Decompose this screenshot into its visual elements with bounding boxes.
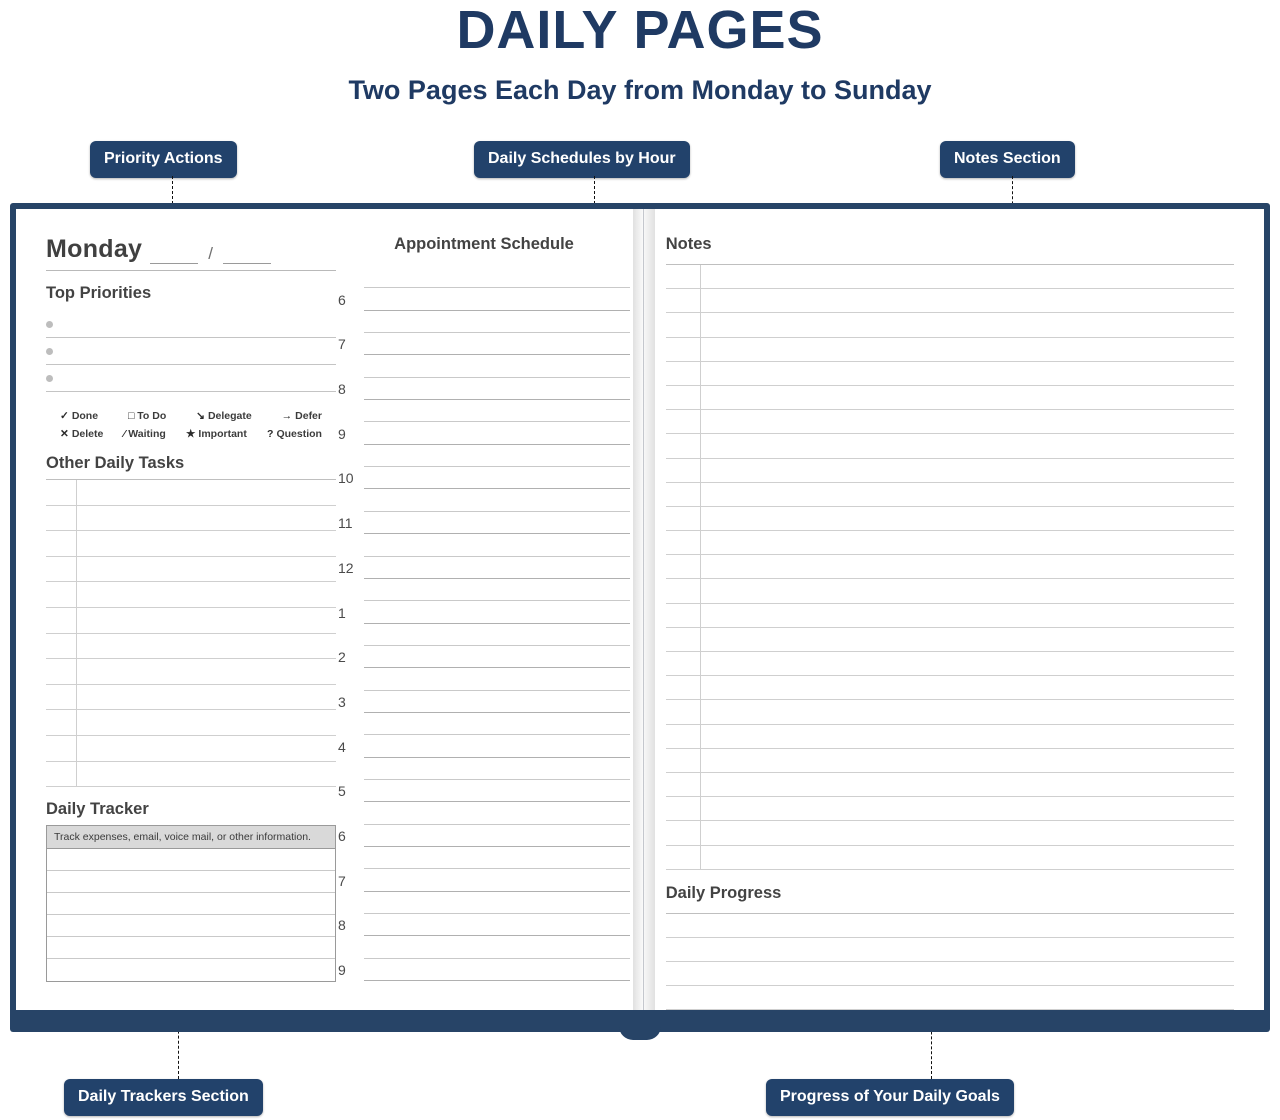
notes-row[interactable] <box>666 555 1234 579</box>
legend-label: Delegate <box>207 410 252 422</box>
top-priorities-list <box>46 311 336 392</box>
tracker-row[interactable] <box>47 871 335 893</box>
notes-row[interactable] <box>666 725 1234 749</box>
hour-row[interactable] <box>338 802 630 847</box>
notes-row[interactable] <box>666 410 1234 434</box>
hour-label: 6 <box>338 291 346 308</box>
bullet-icon <box>46 375 53 382</box>
left-page-content <box>16 209 643 1010</box>
task-row[interactable] <box>46 480 336 506</box>
notes-margin-rule <box>700 265 701 870</box>
appointment-schedule-title: Appointment Schedule <box>394 235 574 253</box>
notes-row[interactable] <box>666 773 1234 797</box>
legend-label: Question <box>276 428 322 440</box>
legend-item-defer <box>282 410 322 422</box>
hour-label: 7 <box>338 872 346 889</box>
legend-item-question <box>267 428 322 440</box>
notes-row[interactable] <box>666 313 1234 337</box>
notes-title: Notes <box>665 235 712 253</box>
legend-item-delegate <box>196 410 252 422</box>
other-tasks-title: Other Daily Tasks <box>46 454 185 472</box>
tracker-hint: Track expenses, email, voice mail, or other information. <box>47 826 335 849</box>
hour-row[interactable] <box>338 445 630 490</box>
hour-label: 10 <box>338 470 354 487</box>
legend-label: Done <box>71 410 99 422</box>
legend-symbol: □ <box>127 410 135 422</box>
legend-item-delete <box>60 428 103 440</box>
notes-row[interactable] <box>666 265 1234 289</box>
progress-row[interactable] <box>666 986 1234 1010</box>
notes-row[interactable] <box>666 700 1234 724</box>
bullet-icon <box>46 348 53 355</box>
legend-item-important <box>186 428 247 440</box>
hour-label: 6 <box>338 827 346 844</box>
notes-row[interactable] <box>666 507 1234 531</box>
notes-row[interactable] <box>666 483 1234 507</box>
bullet-icon <box>46 321 53 328</box>
hour-label: 8 <box>338 917 346 934</box>
hour-row[interactable] <box>338 266 630 311</box>
task-row[interactable] <box>46 582 336 608</box>
planner-book <box>10 203 1270 1032</box>
planner-left-page <box>16 209 644 1010</box>
legend-symbol: ★ <box>186 428 196 440</box>
legend-row-2 <box>46 428 336 440</box>
callout-daily-schedules: Daily Schedules by Hour <box>474 141 690 178</box>
hour-row[interactable] <box>338 668 630 713</box>
legend-symbol: ⁄ <box>123 428 126 440</box>
legend-row-1 <box>46 410 336 422</box>
task-row[interactable] <box>46 557 336 583</box>
legend-item-done <box>60 410 98 422</box>
notes-row[interactable] <box>666 289 1234 313</box>
legend-symbol: ✕ <box>60 428 69 440</box>
notes-row[interactable] <box>666 846 1234 870</box>
task-row[interactable] <box>46 531 336 557</box>
legend-symbol: → <box>281 410 293 422</box>
task-row[interactable] <box>46 710 336 736</box>
progress-row[interactable] <box>666 938 1234 962</box>
hour-row[interactable] <box>338 847 630 892</box>
date-separator: / <box>208 244 213 263</box>
callout-priority-actions: Priority Actions <box>90 141 237 178</box>
planner-spread <box>16 209 1264 1010</box>
date-day-blank[interactable] <box>223 246 271 264</box>
notes-row[interactable] <box>666 362 1234 386</box>
day-name: Monday <box>46 235 143 263</box>
hour-row[interactable] <box>338 355 630 400</box>
notes-row[interactable] <box>666 821 1234 845</box>
priority-item[interactable] <box>46 338 336 365</box>
legend-item-todo <box>128 410 166 422</box>
notes-row[interactable] <box>666 386 1234 410</box>
daily-tracker-box <box>46 825 336 982</box>
hour-row[interactable] <box>338 713 630 758</box>
page-header <box>0 0 1280 106</box>
hour-row[interactable] <box>338 936 630 981</box>
progress-row[interactable] <box>666 914 1234 938</box>
page-subtitle: Two Pages Each Day from Monday to Sunday <box>348 74 932 105</box>
hour-row[interactable] <box>338 400 630 445</box>
priority-item[interactable] <box>46 311 336 338</box>
tracker-row[interactable] <box>47 849 335 871</box>
legend-label: Defer <box>295 410 322 422</box>
notes-row[interactable] <box>666 749 1234 773</box>
hour-label: 2 <box>338 649 346 666</box>
page-title: DAILY PAGES <box>456 0 824 60</box>
task-row[interactable] <box>46 762 336 788</box>
progress-row[interactable] <box>666 962 1234 986</box>
notes-row[interactable] <box>666 434 1234 458</box>
daily-progress-grid <box>666 913 1234 1010</box>
notes-row[interactable] <box>666 628 1234 652</box>
date-month-blank[interactable] <box>150 246 198 264</box>
legend-label: Important <box>198 428 247 440</box>
notes-row[interactable] <box>666 676 1234 700</box>
hour-label: 9 <box>338 962 346 978</box>
day-header-rule <box>46 270 336 271</box>
day-header <box>46 235 336 264</box>
hour-label: 5 <box>338 783 346 800</box>
hour-label: 11 <box>338 515 353 532</box>
task-row[interactable] <box>46 685 336 711</box>
hour-label: 1 <box>338 604 346 621</box>
callout-notes-section: Notes Section <box>940 141 1075 178</box>
notes-row[interactable] <box>666 604 1234 628</box>
notes-row[interactable] <box>666 579 1234 603</box>
daily-tracker-title: Daily Tracker <box>46 800 149 819</box>
notes-row[interactable] <box>666 338 1234 362</box>
task-row[interactable] <box>46 736 336 762</box>
legend-symbol: ✓ <box>60 410 69 422</box>
hour-row[interactable] <box>338 758 630 803</box>
top-priorities-title: Top Priorities <box>46 284 152 302</box>
hour-label: 4 <box>338 738 346 755</box>
hour-label: 9 <box>338 425 346 442</box>
task-row[interactable] <box>46 608 336 634</box>
priority-item[interactable] <box>46 365 336 392</box>
planner-right-page <box>644 209 1264 1010</box>
hour-label: 3 <box>338 693 346 710</box>
task-row[interactable] <box>46 634 336 660</box>
callout-daily-trackers: Daily Trackers Section <box>64 1079 263 1116</box>
callout-daily-progress: Progress of Your Daily Goals <box>766 1079 1014 1116</box>
tracker-row[interactable] <box>47 937 335 959</box>
tracker-row[interactable] <box>47 893 335 915</box>
notes-row[interactable] <box>666 531 1234 555</box>
hour-label: 8 <box>338 381 346 398</box>
legend-symbol: ↘ <box>196 410 205 422</box>
hour-row[interactable] <box>338 489 630 534</box>
tracker-row[interactable] <box>47 959 335 981</box>
task-row[interactable] <box>46 506 336 532</box>
notes-row[interactable] <box>666 459 1234 483</box>
tracker-row[interactable] <box>47 915 335 937</box>
notes-row[interactable] <box>666 652 1234 676</box>
left-column <box>46 235 336 982</box>
legend-symbol: ? <box>267 428 274 440</box>
legend-label: To Do <box>137 410 167 422</box>
book-bottom-tab <box>619 1026 661 1040</box>
daily-progress-title: Daily Progress <box>665 883 782 902</box>
hour-row[interactable] <box>338 624 630 669</box>
other-tasks-grid <box>46 479 336 787</box>
appointment-schedule <box>338 235 630 981</box>
right-page-content <box>644 209 1264 1010</box>
task-symbol-legend <box>46 410 336 440</box>
legend-item-waiting <box>124 428 166 440</box>
hour-row[interactable] <box>338 579 630 624</box>
hour-label: 12 <box>338 559 354 576</box>
hour-row[interactable] <box>338 534 630 579</box>
legend-label: Waiting <box>128 428 166 440</box>
notes-grid <box>666 264 1234 870</box>
hour-row[interactable] <box>338 892 630 937</box>
task-row[interactable] <box>46 659 336 685</box>
legend-label: Delete <box>71 428 104 440</box>
notes-row[interactable] <box>666 797 1234 821</box>
hour-row[interactable] <box>338 311 630 356</box>
hour-label: 7 <box>338 336 346 353</box>
